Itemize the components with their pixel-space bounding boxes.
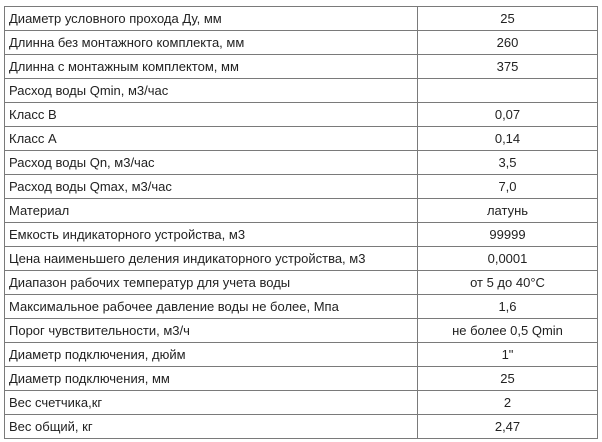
param-name: Класс B xyxy=(5,103,418,127)
table-row xyxy=(5,247,598,271)
table-row xyxy=(5,127,598,151)
param-name: Материал xyxy=(5,199,418,223)
specifications-table xyxy=(4,6,598,439)
table-row xyxy=(5,295,598,319)
param-name: Диаметр подключения, мм xyxy=(5,367,418,391)
param-value: 0,14 xyxy=(418,127,598,151)
param-value: 0,07 xyxy=(418,103,598,127)
param-value: 375 xyxy=(418,55,598,79)
table-row xyxy=(5,151,598,175)
param-value: 1,6 xyxy=(418,295,598,319)
param-name: Расход воды Qn, м3/час xyxy=(5,151,418,175)
table-row xyxy=(5,319,598,343)
param-name: Длинна без монтажного комплекта, мм xyxy=(5,31,418,55)
table-row xyxy=(5,79,598,103)
param-value: латунь xyxy=(418,199,598,223)
param-value: 2 xyxy=(418,391,598,415)
param-value: 260 xyxy=(418,31,598,55)
param-value: от 5 до 40°С xyxy=(418,271,598,295)
param-name: Диапазон рабочих температур для учета воды xyxy=(5,271,418,295)
table-row xyxy=(5,31,598,55)
table-row xyxy=(5,223,598,247)
param-value: 25 xyxy=(418,367,598,391)
param-name: Емкость индикаторного устройства, м3 xyxy=(5,223,418,247)
table-row xyxy=(5,175,598,199)
param-name: Максимальное рабочее давление воды не более, Мпа xyxy=(5,295,418,319)
table-row xyxy=(5,343,598,367)
table-row xyxy=(5,199,598,223)
param-value: 2,47 xyxy=(418,415,598,439)
param-name: Длинна с монтажным комплектом, мм xyxy=(5,55,418,79)
param-name: Вес общий, кг xyxy=(5,415,418,439)
param-name: Порог чувствительности, м3/ч xyxy=(5,319,418,343)
param-value: 7,0 xyxy=(418,175,598,199)
param-value xyxy=(418,79,598,103)
param-value: 99999 xyxy=(418,223,598,247)
param-name: Класс A xyxy=(5,127,418,151)
param-value: 1" xyxy=(418,343,598,367)
param-name: Вес счетчика,кг xyxy=(5,391,418,415)
param-name: Диаметр подключения, дюйм xyxy=(5,343,418,367)
param-value: не более 0,5 Qmin xyxy=(418,319,598,343)
table-row xyxy=(5,55,598,79)
table-row xyxy=(5,367,598,391)
table-row xyxy=(5,415,598,439)
table-row xyxy=(5,271,598,295)
table-row xyxy=(5,103,598,127)
param-value: 0,0001 xyxy=(418,247,598,271)
param-value: 25 xyxy=(418,7,598,31)
table-row xyxy=(5,391,598,415)
specifications-table-body xyxy=(5,7,598,439)
param-name: Расход воды Qmin, м3/час xyxy=(5,79,418,103)
param-name: Расход воды Qmax, м3/час xyxy=(5,175,418,199)
param-name: Цена наименьшего деления индикаторного устройства, м3 xyxy=(5,247,418,271)
table-row xyxy=(5,7,598,31)
param-value: 3,5 xyxy=(418,151,598,175)
param-name: Диаметр условного прохода Ду, мм xyxy=(5,7,418,31)
